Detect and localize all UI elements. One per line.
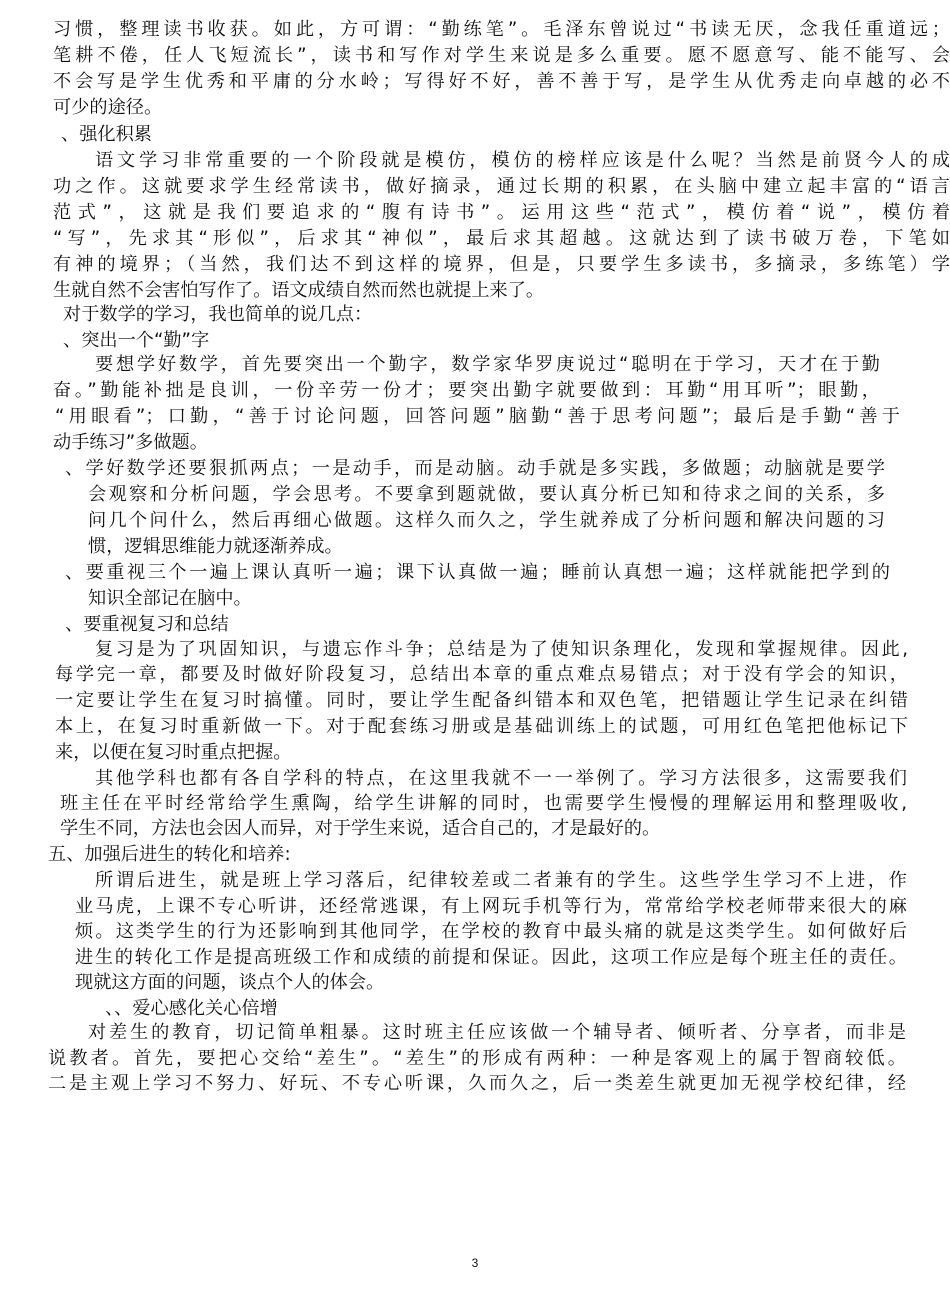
text-line: 有神的境界；（当然，我们达不到这样的境界，但是，只要学生多读书，多摘录，多练笔）学 [53, 254, 950, 275]
text-line: 复习是为了巩固知识，与遗忘作斗争；总结是为了使知识条理化，发现和掌握规律。因此, [95, 639, 908, 660]
text-line: 、、爱心感化关心倍增 [105, 998, 278, 1019]
text-line: 学生不同，方法也会因人而异，对于学生来说，适合自己的，才是最好的。 [60, 818, 661, 839]
text-line: 可少的途径。 [53, 97, 163, 118]
text-line: 一定要让学生在复习时搞懂。同时，要让学生配备纠错本和双色笔，把错题让学生记录在纠错 [55, 690, 908, 711]
text-line: 所谓后进生，就是班上学习落后，纪律较差或二者兼有的学生。这些学生学习不上进，作 [95, 870, 907, 891]
text-line: 本上，在复习时重新做一下。对于配套练习册或是基础训练上的试题，可用红色笔把他标记下 [55, 716, 908, 737]
text-line: 范式”，这就是我们要追求的“腹有诗书”。运用这些“范式”，模仿着“说”，模仿着 [53, 202, 950, 223]
text-line: 会观察和分析问题，学会思考。不要拿到题就做，要认真分析已知和待求之间的关系，多 [88, 484, 885, 505]
text-line: 说教者。首先，要把心交给“差生”。“差生”的形成有两种：一种是客观上的属于智商较低。 [48, 1048, 906, 1069]
text-line: 要想学好数学，首先要突出一个勤字，数学家华罗庚说过“聪明在于学习，天才在于勤 [95, 354, 880, 375]
text-line: 班主任在平时经常给学生熏陶，给学生讲解的同时，也需要学生慢慢的理解运用和整理吸收, [60, 793, 907, 814]
text-line: 、学好数学还要狠抓两点；一是动手，而是动脑。动手就是多实践，多做题；动脑就是要学 [65, 458, 885, 479]
text-line: 、强化积累 [61, 124, 152, 145]
text-line: 奋。”勤能补拙是良训，一份辛劳一份才；要突出勤字就要做到：耳勤“用耳听”；眼勤， [53, 380, 880, 401]
text-line: 对差生的教育，切记简单粗暴。这时班主任应该做一个辅导者、倾听者、分享者，而非是 [88, 1022, 906, 1043]
text-line: 、突出一个“勤”字 [63, 330, 210, 351]
page-number: 3 [471, 1256, 479, 1270]
text-line: 、要重视三个一遍上课认真听一遍；课下认真做一遍；睡前认真想一遍；这样就能把学到的 [65, 562, 890, 583]
text-line: 二是主观上学习不努力、好玩、不专心听课，久而久之，后一类差生就更加无视学校纪律，经 [48, 1073, 906, 1094]
text-line: 功之作。这就要求学生经常读书，做好摘录，通过长期的积累，在头脑中建立起丰富的“语言 [53, 176, 950, 197]
text-line: 进生的转化工作是提高班级工作和成绩的前提和保证。因此，这项工作应是每个班主任的责任。 [75, 947, 907, 968]
text-line: 现就这方面的问题，谈点个人的体会。 [75, 972, 385, 993]
text-line: 惯，逻辑思维能力就逐渐养成。 [88, 536, 343, 557]
text-line: 每学完一章，都要及时做好阶段复习，总结出本章的重点难点易错点；对于没有学会的知识， [55, 664, 908, 685]
text-line: 其他学科也都有各自学科的特点，在这里我就不一一举例了。学习方法很多，这需要我们 [95, 768, 907, 789]
text-line: 业马虎，上课不专心听讲，还经常逃课，有上网玩手机等行为，常常给学校老师带来很大的麻 [75, 896, 907, 917]
text-line: “写”，先求其“形似”，后求其“神似”，最后求其超越。这就达到了读书破万卷，下笔如 [53, 228, 950, 249]
text-line: 、要重视复习和总结 [65, 614, 229, 635]
text-line: 烦。这类学生的行为还影响到其他同学，在学校的教育中最头痛的就是这类学生。如何做好后 [75, 921, 907, 942]
text-line: 语文学习非常重要的一个阶段就是模仿，模仿的榜样应该是什么呢？当然是前贤今人的成 [95, 150, 950, 171]
text-line: 对于数学的学习，我也简单的说几点： [63, 304, 373, 325]
text-line: 生就自然不会害怕写作了。语文成绩自然而然也就提上来了。 [53, 280, 545, 301]
text-line: 不会写是学生优秀和平庸的分水岭；写得好不好，善不善于写，是学生从优秀走向卓越的必不 [53, 71, 950, 92]
text-line: 习惯，整理读书收获。如此，方可谓：“勤练笔”。毛泽东曾说过“书读无厌，念我任重道远； [53, 19, 950, 40]
text-line: 笔耕不倦，任人飞短流长”，读书和写作对学生来说是多么重要。愿不愿意写、能不能写、会 [53, 45, 950, 66]
text-line: 来，以便在复习时重点把握。 [55, 742, 292, 763]
text-line: 五、加强后进生的转化和培养: [48, 844, 291, 865]
text-line: 知识全部记在脑中。 [88, 588, 252, 609]
text-line: 问几个问什么，然后再细心做题。这样久而久之，学生就养成了分析问题和解决问题的习 [88, 510, 885, 531]
text-line: 动手练习”多做题。 [53, 432, 208, 453]
text-line: “用眼看”；口勤，“善于讨论问题，回答问题”脑勤“善于思考问题”；最后是手勤“善于 [55, 406, 900, 427]
